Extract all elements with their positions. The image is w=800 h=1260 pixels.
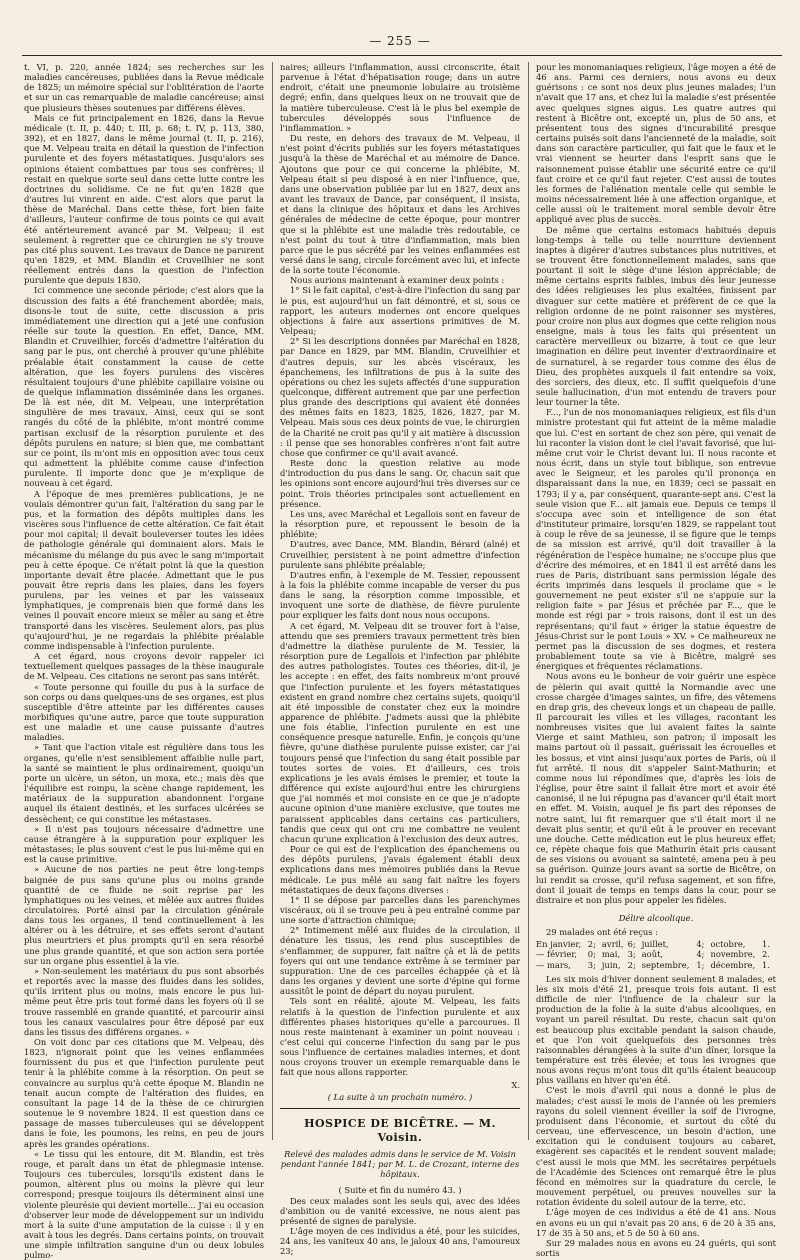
table-cell: 2; — [627, 959, 636, 970]
paragraph: Nous aurions maintenant à examiner deux points : — [290, 275, 505, 286]
column-3 — [536, 62, 776, 1258]
continuation-note: ( La suite à un prochain numéro. ) — [327, 1091, 473, 1102]
quote-paragraph: » Aucune de nos parties ne peut être long-temps baignée de pus sans qu'une plus ou moins grande quantité de ce fluide ne soit reprise par les lymphatiques ou les veines, et mêlée aux autres fluides circulatoires. Porté ainsi par la circulation générale dans tous les organes, il tend continuellement à les altérer ou à les détruire, et ses effets seront d'autant plus meurtriers et plus prompts qu'il en sera résorbé une plus grande quantité, et que son action sera portée sur un organe plus essentiel à la vie. — [24, 864, 264, 966]
table-cell: 4; — [696, 949, 705, 960]
paragraph: 1° Si le fait capital, c'est-à-dire l'infection du sang par le pus, est aujourd'hui un fait démontré, et si, sous ce rapport, les auteurs modernes ont encore quelques objections à faire aux assertions primitives de M. Velpeau; — [280, 285, 520, 337]
table-cell: 0; — [587, 949, 596, 960]
quote-paragraph: » Non-seulement les matériaux du pus sont absorbés et reportés avec la masse des fluides dans les solides, qu'ils irritent plus ou moins, mais encore le pus lui-même peut être pris tout formé dans les foyers où il se trouve rassemblé en grande quantité, et parcourir ainsi tous les canaux vasculaires pour être déposé par eux dans les tissus des différens organes. » — [24, 965, 264, 1037]
column-2 — [280, 62, 520, 1257]
column-divider — [272, 62, 273, 1140]
table-cell: En janvier, — [536, 939, 582, 950]
paragraph: A cet égard, M. Velpeau dit se trouver fort à l'aise, attendu que ses premiers travaux permettent très bien d'admettre la diathèse purulente de M. Tessier, la résorption pure de Legallois et l'infection par phlébite des autres pathologistes. Toutes ces théories, dit-il, je les accepte : en effet, des faits nombreux m'ont prouvé que l'infection purulente et les foyers métastatiques existent en grand nombre chez certains sujets, quoiqu'il ait été impossible de constater chez eux la moindre apparence de phlébite. J'admets aussi que la phlébite une fois établie, l'infection purulente en est une conséquence presque naturelle. Enfin, je conçois qu'une fièvre, qu'une diathèse purulente puisse exister, car j'ai toujours pensé que l'infection du sang était possible par toutes sortes de voies. Et d'ailleurs, ces trois explications je les avais émises le premier, et toute la différence qui existe aujourd'hui entre les chirurgiens que j'ai nommés et moi consiste en ce que je n'adopte aucune opinion d'une manière exclusive, que toutes me paraissent applicables dans certains cas particuliers, tandis que ceux qui ont cru me combattre ne veulent chacun qu'une explication à l'exclusion des deux autres. — [280, 620, 520, 844]
top-rule — [22, 55, 782, 56]
paragraph: pour les monomaniaques religieux, l'âge moyen a été de 46 ans. Parmi ces derniers, nous avons eu deux guérisons : ce sont nos deux plus jeunes malades; l'un n'avait que 17 ans, et chez lui la maladie s'est présentée avec quelques signes aigus. Les quatre autres qui restent à Bicêtre ont, excepté un, plus de 50 ans, et présentent tous des signes d'incurabilité presque certains puisés soit dans l'ancienneté de la maladie, soit dans son caractère particulier, qui fait que le faux et le vrai viennent se heurter dans l'esprit sans que le raisonnement puisse établir une sécurité entre ce qu'il faut croire et ce qu'il faut rejeter. C'est aussi de toutes les formes de l'aliénation mentale celle qui semble le moins nécessairement liée à une affection organique, et celle aussi où le traitement moral semble devoir être appliqué avec plus de succès. — [536, 62, 776, 225]
paragraph: A cet égard, nous croyons devoir rappeler ici textuellement quelques passages de la thèse inaugurale de M. Velpeau. Ces citations ne seront pas sans intérêt. — [24, 651, 264, 682]
table-cell: — mars, — [536, 959, 571, 970]
quote-paragraph: « Toute personne qui fouille du pus à la surface de son corps ou dans quelques-uns de ses organes, est plus susceptible d'être atteinte par les différentes causes morbifiques qu'une autre, parce que toute suppuration est une maladie et une cause puissante d'autres maladies. — [24, 681, 264, 743]
paragraph: Reste donc la question relative au mode d'introduction du pus dans le sang. Or, chacun sait que les opinions sont encore aujourd'hui très diverses sur ce point. Trois théories principales sont actuellement en présence. — [280, 458, 520, 509]
paragraph: Des ceux malades sont les seuls qui, avec des idées d'ambition ou de vanité excessive, ne nous aient pas présenté de signes de paralysie. — [280, 1195, 520, 1226]
paragraph: D'autres, avec Dance, MM. Blandin, Bérard (aîné) et Cruveilhier, persistent à ne point admettre d'infection purulente sans phlébite préalable; — [280, 539, 520, 570]
subsection-title: Délire alcoolique. — [618, 912, 694, 923]
table-cell: 4; — [696, 939, 705, 950]
paragraph: A l'époque de mes premières publications, je ne voulais démontrer qu'un fait, l'altération du sang par le pus, et la formation des dépôts multiples dans les viscères sous l'influence de cette altération. Ce fait était pour moi capital; il devait bouleverser toutes les idées de pathologie générale qui dominaient alors. Mais le mécanisme du mélange du pus avec le sang m'importait peu à cette époque. Ce n'était point là que la question importante devait être placée. Admettant que le pus pouvait être repris dans les plaies, dans les foyers purulens, par les veines et par les vaisseaux lymphatiques, je comprenais bien que formé dans les veines il pouvait encore mieux se mêler au sang et être transporté dans les viscères. Seulement alors, pas plus qu'aujourd'hui, je ne regardais la phlébite préalable comme indispensable à l'infection purulente. — [24, 488, 264, 651]
paragraph: L'âge moyen de ces individus a été de 41 ans. Nous en avons eu un qui n'avait pas 20 ans, 6 de 20 à 35 ans, 17 de 35 à 50 ans, et 5 de 50 à 60 ans. — [536, 1207, 776, 1238]
paragraph: Tels sont en réalité, ajoute M. Velpeau, les faits relatifs à la question de l'infection purulente et aux différentes phases historiques qu'elle a parcourues. Il nous reste maintenant à examiner un point nouveau : c'est celui qui concerne l'infection du sang par le pus sous l'influence de certaines maladies internes, et dont nous croyons trouver un exemple remarquable dans le fait que nous allons rapporter. — [280, 996, 520, 1078]
table-cell: novembre, — [710, 949, 756, 960]
paragraph: Les uns, avec Maréchal et Legallois sont en faveur de la résorption pure, et repoussent le besoin de la phlébite; — [280, 508, 520, 540]
table-cell: juillet, — [641, 939, 669, 950]
table-cell: mai, — [601, 949, 621, 960]
paragraph: 2° Intimement mêlé aux fluides de la circulation, il dénature les tissus, les rend plus susceptibles de s'enflammer, de suppurer, fait naître çà et là de petits foyers qui ont une tendance extrême à se terminer par suppuration. Une de ces parcelles échappée çà et là dans les organes y devient une sorte d'épine qui forme aussitôt le point de départ du noyau purulent. — [280, 925, 520, 997]
paragraph: On voit donc par ces citations que M. Velpeau, dès 1823, n'ignorait point que les veines enflammées fournissent du pus et que l'infection purulente peut tenir à la phlébite comme à la résorption. On peut se convaincre au surplus qu'à cette époque M. Blandin ne tenait aucun compte de l'altération des fluides, en consultant la page 14 de la thèse de ce chirurgien soutenue le 9 novembre 1824. Il est question dans ce passage de masses tuberculeuses qui se développent dans le foie, les poumons, les reins, en peu de jours après les grandes opérations. — [24, 1037, 264, 1149]
section-title: HOSPICE DE BICÊTRE. — M. Voisin. — [280, 1108, 520, 1145]
paragraph: 2° Si les descriptions données par Maréchal en 1828, par Dance en 1829, par MM. Blandin, Cruveilhier et d'autres depuis, sur les abcès viscéraux, les épanchemens, les infiltrations de pus à la suite des opérations ou chez les sujets affectés d'une suppuration quelconque, diffèrent autrement que par une perfection plus grande des descriptions qui avaient été données des mêmes faits en 1823, 1825, 1826, 1827, par M. Velpeau. Mais sous ces deux points de vue, le chirurgien de la Charité ne croit pas qu'il y ait matière à discussion : il pense que ses honorables confrères n'ont fait autre chose que confirmer ce qu'il avait avancé. — [280, 336, 520, 458]
table-cell: — février, — [536, 949, 578, 960]
paragraph: Sur 29 malades nous en avons eu 24 guéris, qui sont sortis — [536, 1237, 776, 1258]
paragraph: L'âge moyen de ces individus a été, pour les suicides, 24 ans, les vaniteux 40 ans, le jaloux 40 ans, l'amoureux 23; — [280, 1226, 520, 1257]
paragraph: F..., l'un de nos monomaniaques religieux, est fils d'un ministre protestant qui fut atteint de la même maladie que lui. C'est en sortant de chez son père, qui venait de lui raconter la vision dont le ciel l'avait favorisé, que lui-même crut voir le Christ devant lui. Il nous raconte et nous écrit, dans un style tout biblique, son entrevue avec le Seigneur, et les paroles qu'il prononça en disparaissant dans la nue, en 1839; ceci se passait en 1793; il y a, par conséquent, quarante-sept ans. C'est la seule vision que F... ait jamais eue. Depuis ce temps il s'occupa avec soin et intelligence de son état d'instituteur primaire, lorsqu'en 1829, se rappelant tout à coup le rêve de sa jeunesse, il se figure que le temps de sa mission est arrivé, qu'il doit travailler à la régénération de l'espèce humaine; ne s'occupe plus que d'écrire des mémoires, et en 1841 il est arrêté dans les rues de Paris, distribuant sans permission légale des écrits imprimés dans lesquels il proclame que « le gouvernement ne peut exister s'il ne s'appuie sur la religion faite » par Jésus et prêchée par F..., que le monde est régi par » trois raisons, dont il est un des représentans; qu'il faut » ériger la statue équestre de Jésus-Christ sur le pont Louis » XV. » Ce malheureux ne permet pas la discussion de ses dogmes, et restera probablement toute sa vie à Bicêtre, malgré ses énergiques et fréquentes réclamations. — [536, 407, 776, 672]
table-cell: décembre, — [710, 959, 756, 970]
table-cell: 1; — [696, 959, 705, 970]
quote-paragraph: » Tant que l'action vitale est régulière dans tous les organes, qu'elle n'est sensiblement affaiblie nulle part, la santé se maintient le plus ordinairement, quoiqu'un porte un ulcère, un séton, un moxa, etc.; mais dès que l'équilibre est rompu, la scène change rapidement, les matériaux de la suppuration abandonnent l'organe auquel ils étaient destinés, et les surfaces ulcérées se dessèchent; ce qui constitue les métastases. — [24, 742, 264, 824]
table-cell: août, — [641, 949, 664, 960]
table-cell: septembre, — [641, 959, 690, 970]
paragraph: Les six mois d'hiver donnent seulement 8 malades, et les six mois d'été 21, presque trois fois autant. Il est difficile de nier l'influence de la chaleur sur la production de la folie à la suite d'abus alcooliques, en voyant un pareil résultat. Du reste, chacun sait qu'on est beaucoup plus excitable pendant la saison chaude, et que l'on voit quelquefois des personnes très raisonnables dérangées à la suite d'un dîner, lorsque la température est très élevée; et tous les ivrognes que nous avons reçus m'ont tous dit qu'ils étaient beaucoup plus vaillans en hiver qu'en été. — [536, 973, 776, 1086]
column-1 — [24, 62, 264, 1260]
paragraph: Nous avons eu le bonheur de voir guérir une espèce de pèlerin qui avait quitté la Normandie avec une crosse chargée d'images saintes, un fifre, des vêtemens en drap gris, des cheveux longs et un chapeau de paille. Il parcourait les villes et les villages, racontant les nombreuses visites que lui avaient faites la sainte Vierge et saint Mathieu, son patron; il imposait les mains partout où il passait, guérissait les écrouelles et les bossus, et vint ainsi jusqu'aux portes de Paris, où il fut arrêté. Il nous dit s'appeler Saint-Mathurin; et comme nous lui répondîmes que, d'après les lois de l'église, pour être saint il fallait être mort et avoir été canonisé, il ne lui répugna pas d'avancer qu'il était mort en effet. M. Voisin, auquel je fis part des réponses de notre saint, lui fit remarquer que s'il était mort il ne devait plus sentir, et qu'il eût à le prouver en recevant une douche. Cette médication eut le plus heureux effet; ce, répète chaque fois que Mathurin était pris causant de ses visions ou avouant sa sainteté, amena peu à peu sa guérison. Quinze jours avant sa sortie de Bicêtre, on lui rendit sa crosse, qu'il refusa sagement, et son fifre, dont il jouait de temps en temps dans la cour, pour se distraire et non plus pour appeler les fidèles. — [536, 671, 776, 905]
quote-paragraph: « Le tissu qui les entoure, dit M. Blandin, est très rouge, et paraît dans un état de phlegmasie intense. Toujours ces tubercules, lorsqu'ils existent dans le poumon, altèrent plus ou moins la plèvre qui leur correspond; presque toujours ils déterminent ainsi une violente pleurésie qui devient mortelle... J'ai eu occasion d'observer leur mode de développement sur un individu mort à la suite d'une amputation de la cuisse : il y en avait à tous les degrés. Dans certains points, on trouvait une simple infiltration sanguine d'un ou deux lobules pulmo- — [24, 1148, 264, 1260]
table-cell: 3; — [627, 949, 636, 960]
paragraph: C'est le mois d'avril qui nous a donné le plus de malades; c'est aussi le mois de l'année où les premiers rayons du soleil viennent éveiller la soif de l'ivrogne, produisent dans l'économie, et surtout du côté du cerveau, une effervescence, un besoin d'action, une excitation qui le conduisent toujours au cabaret, exagèrent ses capacités et le rendent souvent malade; c'est aussi le mois que MM. les secrétaires perpétuels de l'Académie des Sciences ont remarqué être le plus fécond en mémoires sur la quadrature du cercle, le mouvement perpétuel, ou preuves nouvelles sur la rotation évidente du soleil autour de la terre, etc. — [536, 1085, 776, 1208]
paragraph: Ici commence une seconde période; c'est alors que la discussion des faits a été franchement abordée; mais, disons-le tout de suite, cette discussion a pris immédiatement une direction qui a jeté une confusion réelle sur toute la question. En effet, Dance, MM. Blandin et Cruveilhier, forcés d'admettre l'altération du sang par le pus, ont cherché à prouver qu'une phlébite préalable était constamment la cause de cette altération, que les foyers purulens des viscères résultaient toujours d'une phlébite capillaire voisine ou de quelque inflammation disséminée dans les organes. De là est née, dit M. Velpeau, une interprétation singulière de mes travaux. Ainsi, ceux qui se sont rangés du côté de la phlébite, m'ont montré comme partisan exclusif de la résorption purulente et des dépôts purulens en nature; si bien que, me combattant sur ce point, ils m'ont mis en opposition avec tous ceux qui admettent la phlébite comme cause d'infection purulente. Il importe donc que je m'explique de nouveau à cet égard. — [24, 285, 264, 489]
paragraph: Mais ce fut principalement en 1826, dans la Revue médicale (t. II, p. 440; t. III, p. 68; t. IV, p. 113, 380, 392), et en 1827, dans le même journal (t. II, p. 216), que M. Velpeau traita en détail la question de l'infection purulente et des foyers métastatiques. Jusqu'alors ses opinions étaient combattues par tous ses confrères; il restait en quelque sorte seul dans cette lutte contre les doctrines du solidisme. Ce ne fut qu'en 1828 que d'autres lui vinrent en aide. C'est alors que parut la thèse de Maréchal. Dans cette thèse, fort bien faite d'ailleurs, l'auteur confirme de tous points ce qui avait été antérieurement avancé par M. Velpeau; il est seulement à regretter que ce chirurgien ne s'y trouve pas cité plus souvent. Les travaux de Dance ne parurent qu'en 1829, et MM. Blandin et Cruveilhier ne sont réellement entrés dans la question de l'infection purulente que depuis 1830. — [24, 112, 264, 286]
table-cell: octobre, — [710, 939, 746, 950]
table-cell: juin, — [601, 959, 621, 970]
table-cell: 6; — [627, 939, 636, 950]
table-cell: 1. — [762, 959, 770, 970]
paragraph: 29 malades ont été reçus : — [546, 927, 659, 938]
table-cell: 2. — [762, 949, 770, 960]
monthly-admissions-table — [536, 939, 776, 969]
paragraph: naires; ailleurs l'inflammation, aussi circonscrite, était parvenue à l'état d'hépatisation rouge; dans un autre endroit, c'était une pneumonie lobulaire au troisième degré; enfin, dans quelques lieux on ne trouvait que de la matière tuberculeuse. C'est là le plus bel exemple de tubercules développés sous l'influence de l'inflammation. » — [280, 62, 520, 133]
quote-paragraph: » Il n'est pas toujours nécessaire d'admettre une cause étrangère à la suppuration pour expliquer les métastases; le plus souvent c'est le pus lui-même qui en est la cause primitive. — [24, 823, 264, 865]
table-cell: 1. — [762, 939, 770, 950]
table-cell: 3; — [587, 959, 596, 970]
paragraph: De même que certains estomacs habitués depuis long-temps à telle ou telle nourriture deviennent inaptes à digérer d'autres substances plus nutritives, et se trouvent être fonctionnellement malades, sans que pourtant il soit le siège d'une lésion appréciable; de même certains esprits faibles, imbus dès leur jeunesse des idées religieuses les plus exaltées, finissent par divaguer sur cette matière et préfèrent de ce que la religion ordonne de ne point raisonner ses mystères, pour croire non plus aux dogmes que cette religion nous enseigne, mais à tous les faits qui présentent un caractère merveilleux ou bizarre, à tout ce que leur imagination en délire peut inventer d'extraordinaire et de surnaturel, à se regarder tous comme des élus de Dieu, des prophètes auxquels il fait entendre sa voix, des sorciers, des dieux, etc. Il suffit quelquefois d'une seule hallucination, d'un mot entendu de travers pour leur tourner la tête. — [536, 224, 776, 408]
column-divider — [528, 62, 529, 1140]
paragraph: Du reste, en dehors des travaux de M. Velpeau, il n'est point d'écrits publiés sur les foyers métastatiques jusqu'à la thèse de Maréchal et au mémoire de Dance. Ajoutons que pour ce qui concerne la phlébite, M. Velpeau était si peu disposé à en nier l'influence, que, dans une observation publiée par lui en 1827, deux ans avant les travaux de Dance, par conséquent, il insista, et dans la clinique des hôpitaux et dans les Archives générales de médecine de cette époque, pour montrer que si la phlébite est une maladie très redoutable, ce n'est point du tout à titre d'inflammation, mais bien parce que le pus sécrété par les veines enflammées est versé dans le sang, circule forcément avec lui, et infecte de la sorte toute l'économie. — [280, 133, 520, 276]
section-subtitle: Relevé des malades admis dans le service de M. Voisin pendant l'année 1841; par M. L. de Crozant, interne des hôpitaux. — [280, 1148, 520, 1180]
table-row — [536, 949, 776, 959]
suite-note: ( Suite et fin du numéro 43. ) — [338, 1185, 462, 1196]
table-row — [536, 939, 776, 949]
paragraph: D'autres enfin, à l'exemple de M. Tessier, repoussent à la fois la phlébite comme incapable de verser du pus dans le sang, la résorption comme impossible, et invoquent une sorte de diathèse, de fièvre purulente pour expliquer les faits dont nous nous occupons. — [280, 569, 520, 621]
table-cell: avril, — [601, 939, 624, 950]
paragraph: t. VI, p. 220, année 1824; ses recherches sur les maladies cancéreuses, publiées dans la Revue médicale de 1825; un mémoire spécial sur l'oblitération de l'aorte et sur un cas remarquable de maladie cancéreuse; ainsi que plusieurs thèses soutenues par différens élèves. — [24, 62, 264, 113]
paragraph: Pour ce qui est de l'explication des épanchemens ou des dépôts purulens, j'avais également établi deux explications dans mes mémoires publiés dans la Revue médicale. Le pus mêlé au sang fait naître les foyers métastatiques de deux façons diverses : — [280, 844, 520, 895]
author-signoff: X. — [511, 1079, 520, 1090]
page-number: — 255 — — [369, 34, 431, 48]
paragraph: 1° Il se dépose par parcelles dans les parenchymes viscéraux, où il se trouve peu à peu entraîné comme par une sorte d'attraction chimique; — [280, 894, 520, 926]
table-row — [536, 960, 776, 970]
table-cell: 2; — [587, 939, 596, 950]
